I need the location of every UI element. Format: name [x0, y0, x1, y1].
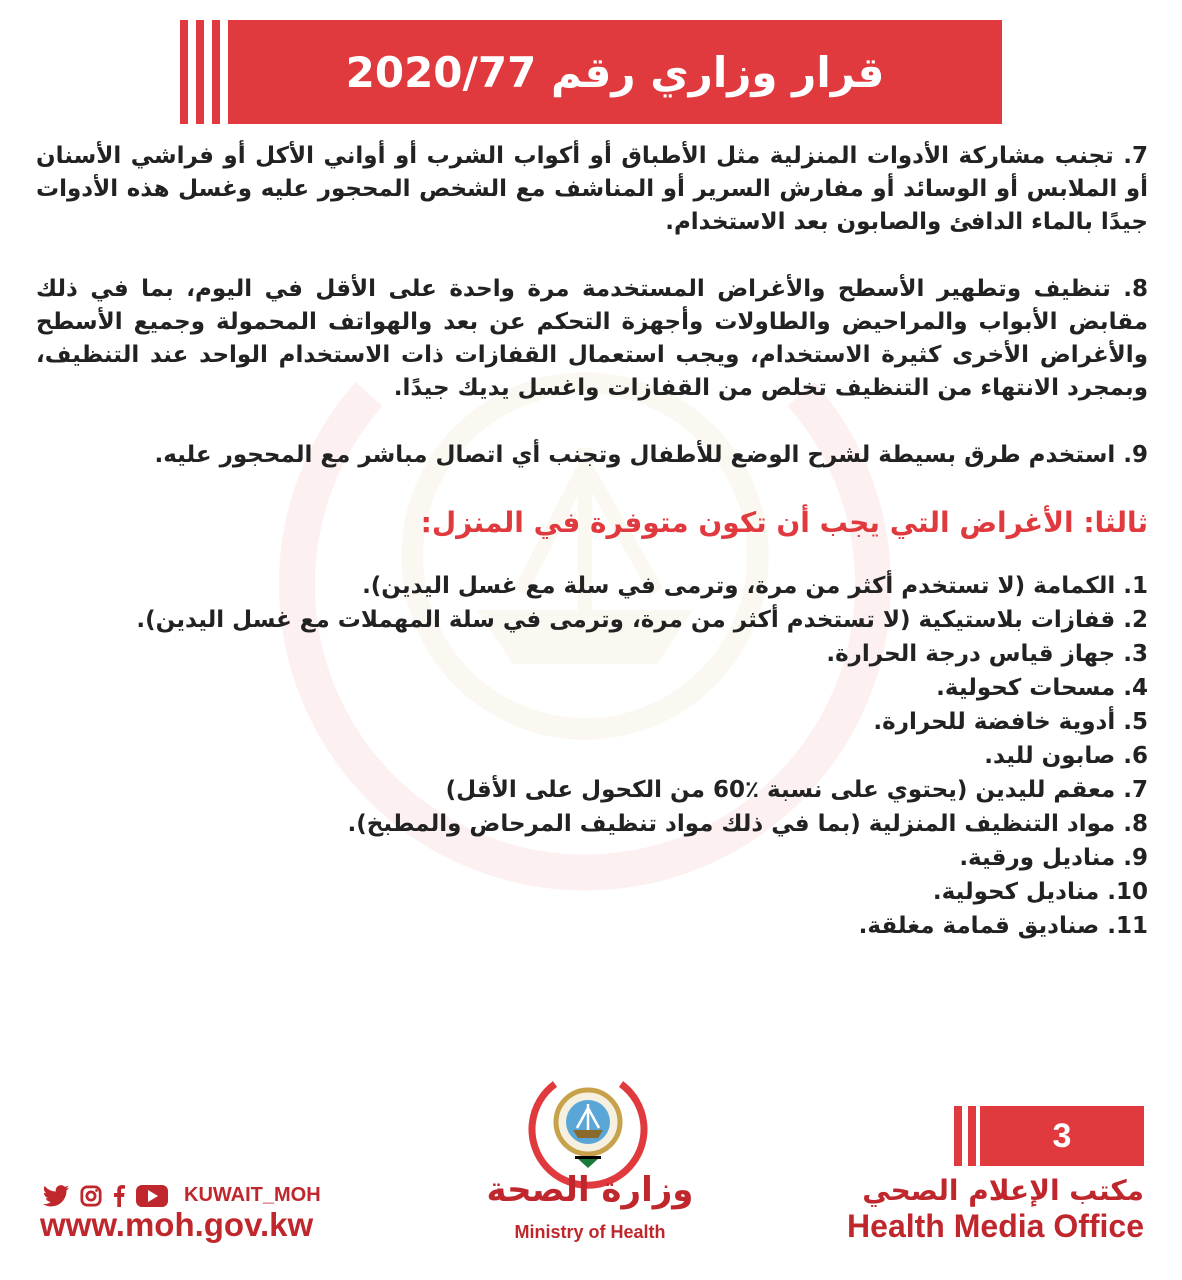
- social-links: [42, 1184, 321, 1207]
- list-item: 5. أدوية خافضة للحرارة.: [873, 709, 1148, 735]
- items-list: [36, 569, 1148, 943]
- list-item: 8. مواد التنظيف المنزلية (بما في ذلك مواد تنظيف المرحاض والمطبخ).: [347, 811, 1148, 837]
- paragraph-8: 8. تنظيف وتطهير الأسطح والأغراض المستخدمة مرة واحدة على الأقل في اليوم، بما في ذلك مقابض الأبواب والمراحيض والطاولات وأجهزة التحكم عن بعد والهواتف المحمولة وجميع الأسطح والأغراض الأخرى كثيرة الاستخدام، ويجب استعمال القفازات ذات الاستخدام الواحد عند التنظيف، وبمجرد الانتهاء من التنظيف تخلص من القفازات واغسل يديك جيدًا.: [36, 276, 1148, 401]
- list-item: 4. مسحات كحولية.: [936, 675, 1148, 701]
- section-heading: ثالثا: الأغراض التي يجب أن تكون متوفرة في المنزل:: [420, 506, 1148, 539]
- list-item: 2. قفازات بلاستيكية (لا تستخدم أكثر من مرة، وترمى في سلة المهملات مع غسل اليدين).: [136, 607, 1148, 633]
- list-item: 9. مناديل ورقية.: [959, 845, 1148, 871]
- website-link[interactable]: www.moh.gov.kw: [40, 1206, 314, 1243]
- list-item: 7. معقم لليدين (يحتوي على نسبة ٪60 من الكحول على الأقل): [445, 777, 1148, 803]
- page-title-text: قرار وزاري رقم 2020/77: [345, 47, 885, 97]
- page-title: [228, 20, 1002, 124]
- list-item: 10. مناديل كحولية.: [932, 879, 1148, 905]
- page-number: 3: [1052, 1116, 1072, 1155]
- paragraph-7: 7. تجنب مشاركة الأدوات المنزلية مثل الأطباق أو أكواب الشرب أو أواني الأكل أو فراشي الأسنان أو الملابس أو الوسائد أو مفارش السرير أو المناشف مع الشخص المحجور عليه وغسل هذه الأدوات جيدًا بالماء الدافئ والصابون بعد الاستخدام.: [36, 143, 1148, 235]
- instagram-icon[interactable]: [80, 1185, 102, 1207]
- social-handle: KUWAIT_MOH: [184, 1184, 321, 1206]
- document-body: [36, 140, 1148, 943]
- list-item: 3. جهاز قياس درجة الحرارة.: [826, 641, 1148, 667]
- youtube-icon[interactable]: [136, 1185, 168, 1207]
- ministry-name-english: Ministry of Health: [514, 1222, 666, 1242]
- page-number-badge: [980, 1106, 1144, 1166]
- list-item: 1. الكمامة (لا تستخدم أكثر من مرة، وترمى في سلة مع غسل اليدين).: [362, 573, 1148, 599]
- list-item: 6. صابون لليد.: [984, 743, 1148, 769]
- ministry-name-arabic: وزارة الصحة: [486, 1170, 694, 1210]
- twitter-icon[interactable]: [42, 1185, 70, 1207]
- paragraph-9: 9. استخدم طرق بسيطة لشرح الوضع للأطفال وتجنب أي اتصال مباشر مع المحجور عليه.: [154, 442, 1148, 468]
- office-name-arabic: مكتب الإعلام الصحي: [862, 1174, 1144, 1207]
- list-item: 11. صناديق قمامة مغلقة.: [858, 913, 1148, 939]
- office-name-english: Health Media Office: [847, 1208, 1144, 1244]
- facebook-icon[interactable]: [112, 1185, 126, 1207]
